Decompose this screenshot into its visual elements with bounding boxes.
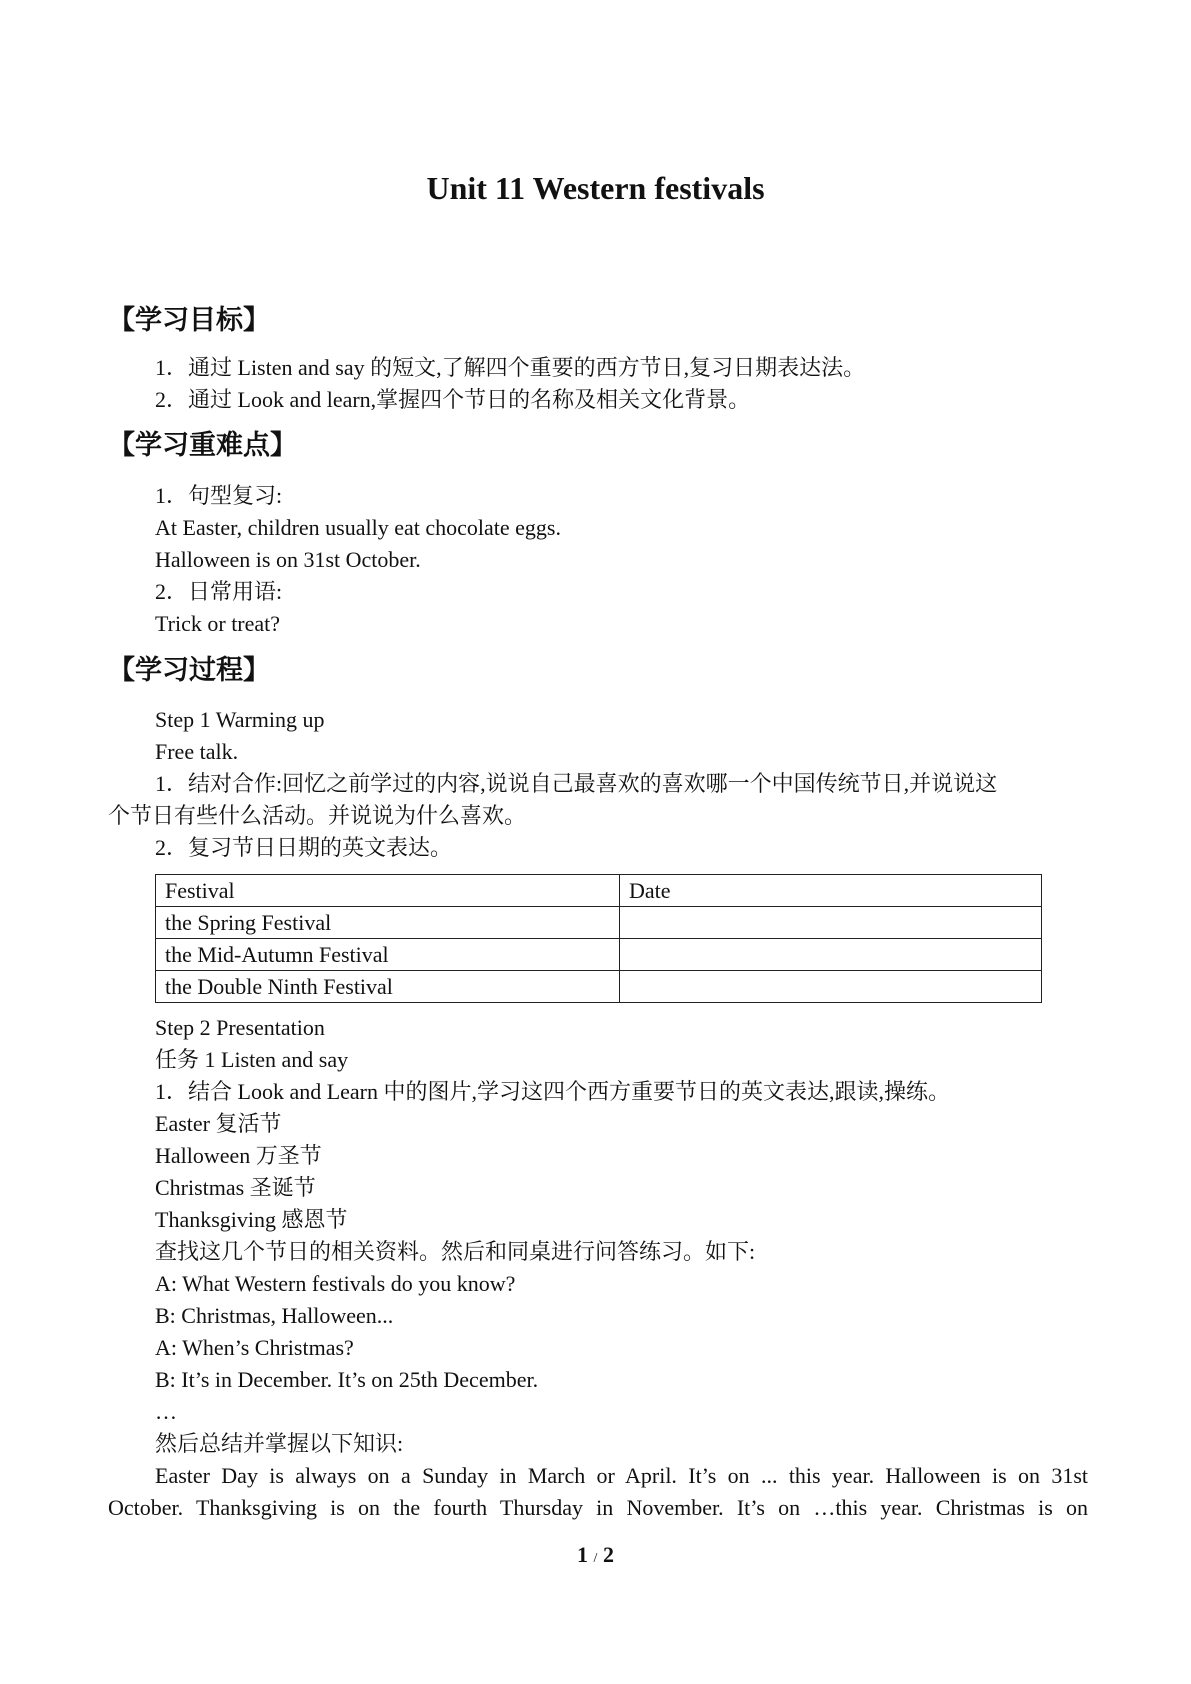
free-talk-line: Free talk. [155, 739, 239, 764]
summary-paragraph-line-1: Easter Day is always on a Sunday in March or April. It’s on ... this year. Halloween is on 31st [155, 1463, 1088, 1488]
dialogue-line-3: A: When’s Christmas? [155, 1335, 354, 1360]
table-header-date: Date [620, 875, 1042, 907]
dialogue-ellipsis: … [155, 1399, 177, 1424]
vocab-halloween: Halloween 万圣节 [155, 1143, 322, 1168]
summary-intro-line: 然后总结并掌握以下知识: [155, 1431, 404, 1456]
process-heading: 【学习过程】 [108, 655, 270, 686]
table-cell-festival: the Double Ninth Festival [156, 971, 620, 1003]
dialogue-line-2: B: Christmas, Halloween... [155, 1303, 394, 1328]
vocab-thanksgiving: Thanksgiving 感恩节 [155, 1207, 348, 1232]
document-title: Unit 11 Western festivals [426, 170, 765, 206]
pair-work-line-1: 1．结对合作:回忆之前学过的内容,说说自己最喜欢的喜欢哪一个中国传统节日,并说说这 [155, 771, 998, 796]
key-point-line-4: 2．日常用语: [155, 579, 283, 604]
summary-paragraph-line-2: October. Thanksgiving is on the fourth Thursday in November. It’s on …this year. Christmas is on [108, 1495, 1088, 1520]
objectives-heading: 【学习目标】 [108, 305, 270, 336]
step2-line: Step 2 Presentation [155, 1015, 325, 1040]
key-points-heading: 【学习重难点】 [108, 430, 297, 461]
task-listen-line: 任务 1 Listen and say [155, 1047, 349, 1072]
review-dates-line: 2．复习节日日期的英文表达。 [155, 835, 453, 860]
key-point-line-2: At Easter, children usually eat chocolate eggs. [155, 515, 561, 540]
table-cell-date [620, 907, 1042, 939]
objective-item-2: 2．通过 Look and learn,掌握四个节日的名称及相关文化背景。 [155, 387, 751, 412]
table-row [156, 907, 1042, 939]
key-point-line-5: Trick or treat? [155, 611, 281, 636]
pair-work-line-2: 个节日有些什么活动。并说说为什么喜欢。 [108, 803, 527, 828]
festival-date-table [155, 874, 1042, 1003]
dialogue-line-1: A: What Western festivals do you know? [155, 1271, 516, 1296]
table-header-row [156, 875, 1042, 907]
table-cell-date [620, 939, 1042, 971]
table-cell-festival: the Mid-Autumn Festival [156, 939, 620, 971]
table-cell-date [620, 971, 1042, 1003]
table-row [156, 939, 1042, 971]
key-point-line-1: 1．句型复习: [155, 483, 283, 508]
key-point-line-3: Halloween is on 31st October. [155, 547, 421, 572]
step1-line: Step 1 Warming up [155, 707, 325, 732]
vocab-easter: Easter 复活节 [155, 1111, 282, 1136]
vocab-christmas: Christmas 圣诞节 [155, 1175, 316, 1200]
table-row [156, 971, 1042, 1003]
page-footer [0, 1541, 1191, 1573]
page-total: 2 [602, 1542, 614, 1567]
page-separator: / [593, 1551, 598, 1566]
page-number: 1 [577, 1542, 589, 1567]
table-header-festival: Festival [156, 875, 620, 907]
search-line: 查找这几个节日的相关资料。然后和同桌进行问答练习。如下: [155, 1239, 756, 1264]
dialogue-line-4: B: It’s in December. It’s on 25th December. [155, 1367, 539, 1392]
look-learn-line: 1．结合 Look and Learn 中的图片,学习这四个西方重要节日的英文表达,跟读,操练。 [155, 1079, 950, 1104]
objective-item-1: 1．通过 Listen and say 的短文,了解四个重要的西方节日,复习日期表达法。 [155, 355, 866, 380]
table-cell-festival: the Spring Festival [156, 907, 620, 939]
